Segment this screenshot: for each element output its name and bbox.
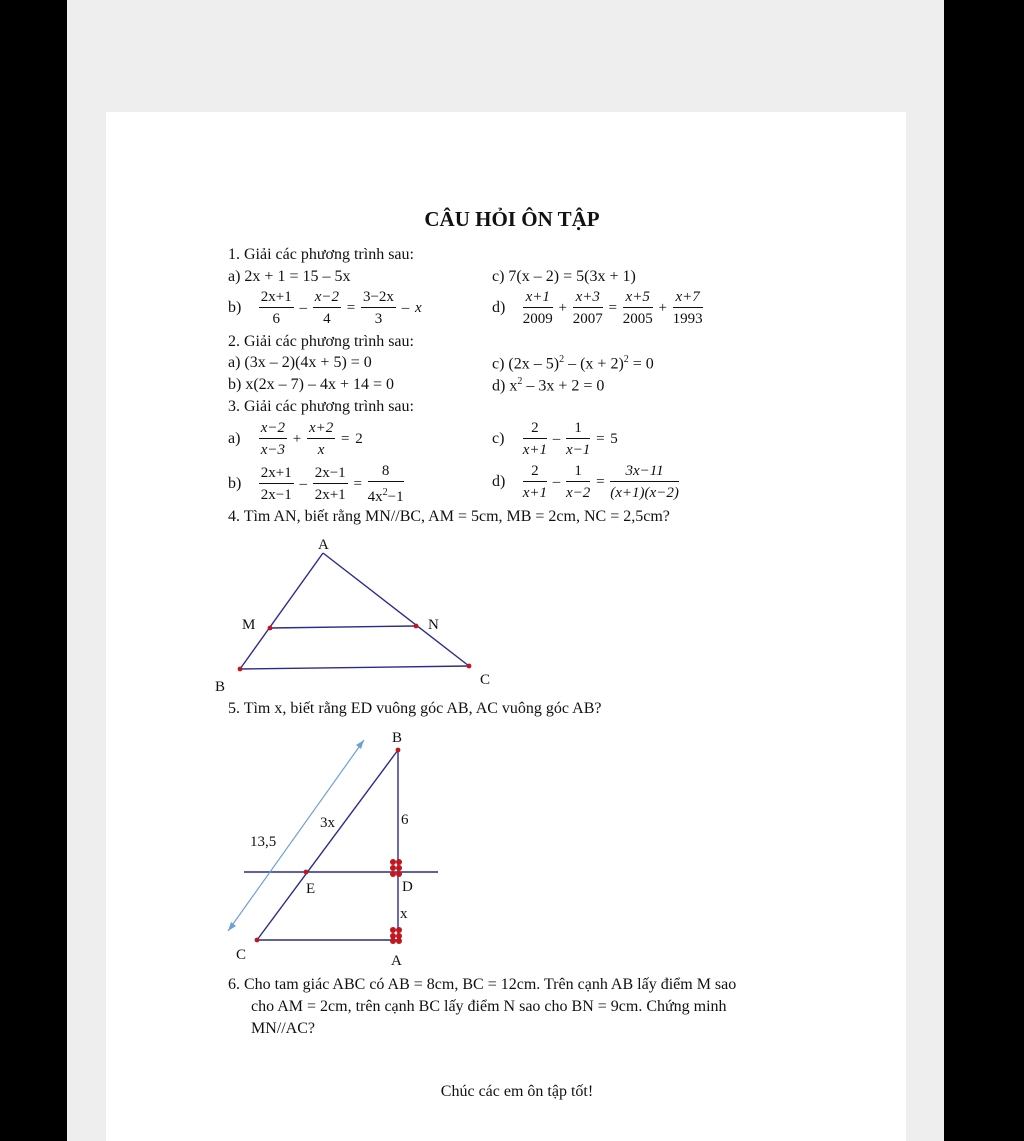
point-c [255,938,260,943]
question-1-text: 1. Giải các phương trình sau: [228,246,414,263]
label-n: N [428,617,439,633]
right-angle-marker-a [390,927,402,944]
q1-part-a: a) 2x + 1 = 15 – 5x [228,268,351,285]
q1-part-b: b) $\frac{2x+1}{6}$ – $\frac{x-2}{4}$ = $\frac{3-2x}{3}$ – x [228,289,422,327]
label-a: A [391,953,402,969]
dimension-arrow [228,740,364,931]
fraction: $\frac{x+5}{2005}$ [622,289,653,327]
figure-triangle-mn [240,553,469,669]
page-title: CÂU HỎI ÔN TẬP [424,207,600,231]
fraction: $\frac{2x-1}{2x+1}$ [314,465,346,503]
question-6-line-3: MN//AC? [251,1020,315,1037]
point-m [268,626,273,631]
label-e: E [306,881,316,897]
label-c: C [236,947,247,963]
question-6-line-1: 6. Cho tam giác ABC có AB = 8cm, BC = 12cm. Trên cạnh AB lấy điểm M sao [228,976,737,993]
q3-part-b: b) $\frac{2x+1}{2x-1}$ – $\frac{2x-1}{2x+1}$ = $\frac{8}{4x^2-1}$ [228,463,404,505]
fraction: $\frac{2x+1}{6}$ [260,289,292,327]
q3-part-d: d) $\frac{2}{x+1}$ – $\frac{1}{x-2}$ = $\frac{3x-11}{(x+1)(x-2)}$ [492,463,679,501]
question-5-text: 5. Tìm x, biết rằng ED vuông góc AB, AC vuông góc AB? [228,700,602,717]
q3-part-a: a) $\frac{x-2}{x-3}$ + $\frac{x+2}{x}$ = 2 [228,420,363,458]
q1-b-label: b) [228,299,242,316]
label-b: B [392,730,403,746]
length-6: 6 [401,812,409,828]
point-e [304,870,309,875]
segment-ac [323,553,469,666]
q2-part-b: b) x(2x – 7) – 4x + 14 = 0 [228,376,395,393]
fraction: $\frac{2}{x+1}$ [522,463,548,501]
point-n [414,624,419,629]
fraction: $\frac{2x+1}{2x-1}$ [260,465,292,503]
segment-mn [270,626,416,628]
question-2-text: 2. Giải các phương trình sau: [228,333,414,350]
q2-part-c: c) $(2x - 5)^2 - (x + 2)^2 = 0$ [492,354,654,373]
question-4-text: 4. Tìm AN, biết rằng MN//BC, AM = 5cm, MB = 2cm, NC = 2,5cm? [228,508,670,525]
label-a: A [318,537,329,553]
q2-part-a: a) (3x – 2)(4x + 5) = 0 [228,354,372,371]
length-3x: 3x [320,815,335,831]
length-x: x [400,906,408,922]
fraction: $\frac{8}{4x^2-1}$ [367,463,404,505]
q2-part-d: d) $x^2 - 3x + 2 = 0$ [492,376,605,395]
label-b: B [215,679,226,695]
question-6-line-2: cho AM = 2cm, trên cạnh BC lấy điểm N sao cho BN = 9cm. Chứng minh [251,998,727,1015]
closing-message: Chúc các em ôn tập tốt! [440,1083,594,1100]
q1-part-c: c) 7(x – 2) = 5(3x + 1) [492,268,636,285]
fraction: $\frac{3x-11}{(x+1)(x-2)}$ [610,463,679,501]
point-c [467,664,472,669]
q1-d-label: d) [492,299,506,316]
q3-part-c: c) $\frac{2}{x+1}$ – $\frac{1}{x-1}$ = 5 [492,420,618,458]
question-3-text: 3. Giải các phương trình sau: [228,398,414,415]
label-c: C [480,672,491,688]
segment-bc [257,750,398,940]
point-b [396,748,401,753]
fraction: $\frac{x-2}{x-3}$ [260,420,286,458]
point-b [238,667,243,672]
fraction: $\frac{x+1}{2009}$ [522,289,553,327]
length-13-5: 13,5 [250,834,277,850]
fraction: $\frac{x+3}{2007}$ [572,289,603,327]
label-m: M [242,617,256,633]
fraction: $\frac{1}{x-1}$ [566,420,591,458]
fraction: $\frac{x-2}{4}$ [314,289,339,327]
fraction: $\frac{1}{x-2}$ [566,463,591,501]
segment-bc [240,666,469,669]
segment-ab [240,553,323,669]
label-d: D [402,879,413,895]
fraction: $\frac{2}{x+1}$ [522,420,548,458]
fraction: $\frac{x+2}{x}$ [309,420,334,458]
fraction: $\frac{3-2x}{3}$ [362,289,394,327]
fraction: $\frac{x+7}{1993}$ [672,289,703,327]
right-angle-marker-d [390,859,402,877]
q1-part-d: d) $\frac{x+1}{2009}$ + $\frac{x+3}{2007}$ = $\frac{x+5}{2005}$ + $\frac{x+7}{1993}$ [492,289,703,327]
